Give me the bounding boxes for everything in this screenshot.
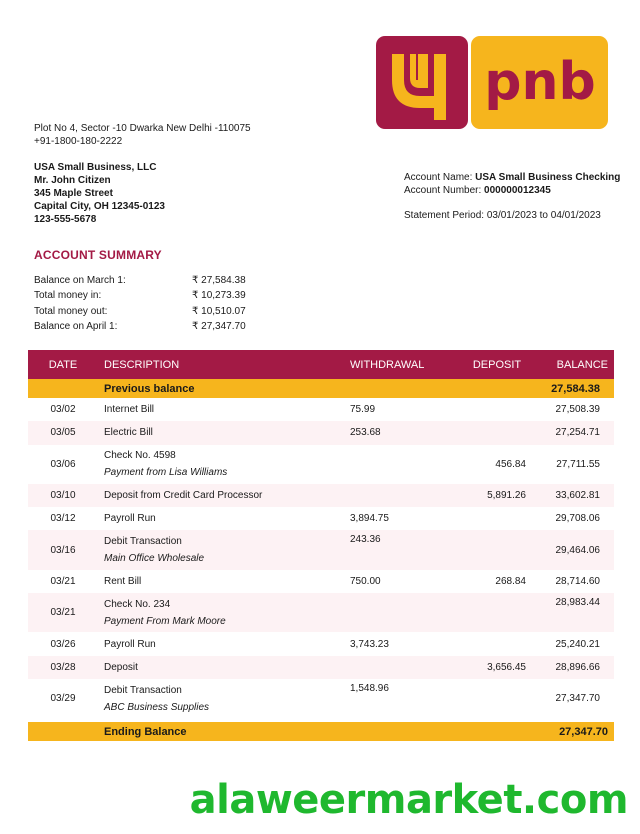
txn-description-cell bbox=[98, 445, 344, 484]
summary-label: Balance on April 1: bbox=[34, 321, 118, 333]
bank-address-block bbox=[34, 122, 251, 148]
previous-balance-label: Previous balance bbox=[98, 379, 344, 398]
customer-city: Capital City, OH 12345-0123 bbox=[34, 201, 165, 212]
header-date: DATE bbox=[28, 350, 98, 379]
watermark-text: alaweermarket.com bbox=[189, 777, 628, 823]
txn-date: 03/05 bbox=[28, 421, 98, 444]
summary-label: Balance on March 1: bbox=[34, 275, 126, 287]
table-header-row bbox=[28, 350, 614, 379]
summary-row bbox=[34, 304, 272, 319]
txn-description: Electric Bill bbox=[98, 421, 344, 444]
ending-balance-row bbox=[28, 722, 614, 741]
txn-deposit bbox=[444, 421, 530, 444]
txn-memo: Payment From Mark Moore bbox=[104, 615, 226, 627]
statement-period-value: 03/01/2023 to 04/01/2023 bbox=[486, 210, 601, 221]
header-withdrawal: WITHDRAWAL bbox=[344, 350, 444, 379]
txn-description: Payroll Run bbox=[104, 513, 156, 525]
txn-date: 03/21 bbox=[50, 575, 76, 587]
table-row bbox=[28, 445, 614, 484]
txn-memo: Main Office Wholesale bbox=[104, 553, 205, 565]
txn-balance: 25,240.21 bbox=[555, 638, 600, 650]
txn-date: 03/21 bbox=[28, 593, 98, 632]
txn-date: 03/06 bbox=[50, 458, 76, 470]
table-row bbox=[28, 570, 614, 593]
pnb-logo bbox=[376, 36, 608, 129]
txn-withdrawal bbox=[344, 484, 444, 507]
txn-deposit bbox=[444, 530, 530, 569]
summary-row bbox=[34, 288, 272, 303]
txn-date: 03/12 bbox=[50, 513, 76, 525]
bank-phone: +91-1800-180-2222 bbox=[34, 136, 123, 147]
account-name-value: USA Small Business Checking bbox=[475, 172, 621, 183]
table-row bbox=[28, 656, 614, 679]
txn-deposit bbox=[444, 632, 530, 655]
txn-withdrawal bbox=[344, 656, 444, 679]
txn-withdrawal bbox=[344, 445, 444, 484]
bank-address: Plot No 4, Sector -10 Dwarka New Delhi -110075 bbox=[34, 123, 251, 134]
txn-date: 03/26 bbox=[50, 638, 76, 650]
txn-description: Debit Transaction bbox=[104, 684, 182, 696]
txn-description: Rent Bill bbox=[104, 575, 142, 587]
customer-contact: Mr. John Citizen bbox=[34, 175, 111, 186]
txn-date: 03/16 bbox=[28, 530, 98, 569]
table-row bbox=[28, 507, 614, 530]
summary-value: ₹ 10,273.39 bbox=[192, 290, 246, 302]
txn-description-cell bbox=[98, 530, 344, 569]
ending-balance-value: 27,347.70 bbox=[530, 722, 614, 741]
transactions-table bbox=[28, 350, 614, 741]
svg-text:pnb: pnb bbox=[483, 52, 596, 112]
txn-description: Payroll Run bbox=[104, 638, 156, 650]
txn-date: 03/02 bbox=[50, 404, 76, 416]
table-row bbox=[28, 484, 614, 507]
txn-deposit bbox=[444, 398, 530, 421]
txn-date: 03/29 bbox=[50, 693, 76, 705]
txn-withdrawal: 3,743.23 bbox=[350, 638, 389, 650]
txn-balance: 29,464.06 bbox=[530, 530, 614, 569]
txn-description: Internet Bill bbox=[104, 404, 155, 416]
summary-row bbox=[34, 273, 272, 288]
statement-period bbox=[404, 210, 601, 221]
table-row bbox=[28, 593, 614, 632]
txn-description: Debit Transaction bbox=[104, 536, 182, 548]
txn-withdrawal bbox=[344, 593, 444, 632]
txn-balance: 27,254.71 bbox=[530, 421, 614, 444]
ending-balance-label: Ending Balance bbox=[98, 722, 344, 741]
previous-balance-row bbox=[28, 379, 614, 398]
txn-balance: 33,602.81 bbox=[530, 484, 614, 507]
txn-description: Deposit from Credit Card Processor bbox=[98, 484, 344, 507]
pnb-emblem-icon bbox=[376, 36, 468, 129]
txn-deposit bbox=[444, 679, 530, 718]
summary-value: ₹ 27,347.70 bbox=[192, 321, 246, 333]
summary-value: ₹ 27,584.38 bbox=[192, 275, 246, 287]
summary-label: Total money out: bbox=[34, 305, 108, 317]
txn-withdrawal: 750.00 bbox=[350, 575, 381, 587]
txn-description-cell bbox=[98, 679, 344, 718]
pnb-wordmark-text bbox=[480, 53, 600, 113]
txn-memo: Payment from Lisa Williams bbox=[104, 467, 228, 479]
txn-withdrawal: 243.36 bbox=[344, 530, 444, 569]
txn-description-cell bbox=[98, 593, 344, 632]
account-number-label: Account Number: bbox=[404, 185, 482, 196]
account-name-label: Account Name: bbox=[404, 172, 473, 183]
statement-period-label: Statement Period: bbox=[404, 210, 485, 221]
account-name-line bbox=[404, 171, 620, 184]
txn-balance: 28,983.44 bbox=[530, 593, 614, 632]
txn-withdrawal: 3,894.75 bbox=[350, 513, 389, 525]
txn-deposit: 3,656.45 bbox=[444, 656, 530, 679]
account-summary-title: ACCOUNT SUMMARY bbox=[34, 248, 162, 262]
table-row bbox=[28, 679, 614, 718]
txn-withdrawal: 75.99 bbox=[350, 404, 376, 416]
header-description: DESCRIPTION bbox=[98, 350, 344, 379]
table-row bbox=[28, 398, 614, 421]
txn-deposit: 268.84 bbox=[495, 575, 526, 587]
account-summary bbox=[34, 273, 272, 334]
account-info-block bbox=[404, 171, 620, 197]
txn-withdrawal: 1,548.96 bbox=[350, 682, 389, 694]
txn-balance: 28,896.66 bbox=[530, 656, 614, 679]
customer-street: 345 Maple Street bbox=[34, 188, 113, 199]
table-row bbox=[28, 421, 614, 444]
txn-balance: 27,508.39 bbox=[555, 404, 600, 416]
txn-memo: ABC Business Supplies bbox=[104, 701, 210, 713]
summary-label: Total money in: bbox=[34, 290, 102, 302]
txn-balance: 28,714.60 bbox=[555, 575, 600, 587]
previous-balance-value: 27,584.38 bbox=[530, 379, 614, 398]
txn-balance: 29,708.06 bbox=[555, 513, 600, 525]
txn-date: 03/28 bbox=[28, 656, 98, 679]
summary-row bbox=[34, 319, 272, 334]
account-number-value: 000000012345 bbox=[484, 185, 551, 196]
table-row bbox=[28, 632, 614, 655]
txn-deposit: 456.84 bbox=[495, 458, 526, 470]
txn-balance: 27,347.70 bbox=[555, 693, 600, 705]
header-deposit: DEPOSIT bbox=[444, 350, 530, 379]
txn-deposit: 5,891.26 bbox=[444, 484, 530, 507]
txn-deposit bbox=[444, 507, 530, 530]
txn-description: Deposit bbox=[98, 656, 344, 679]
header-balance: BALANCE bbox=[530, 350, 614, 379]
table-row bbox=[28, 530, 614, 569]
customer-phone: 123-555-5678 bbox=[34, 214, 97, 225]
customer-business: USA Small Business, LLC bbox=[34, 162, 157, 173]
txn-deposit bbox=[444, 593, 530, 632]
account-number-line bbox=[404, 184, 620, 197]
txn-description: Check No. 4598 bbox=[104, 450, 176, 462]
customer-address-block bbox=[34, 161, 165, 226]
summary-value: ₹ 10,510.07 bbox=[192, 305, 246, 317]
txn-description: Check No. 234 bbox=[104, 598, 171, 610]
pnb-wordmark bbox=[471, 36, 608, 129]
txn-date: 03/10 bbox=[28, 484, 98, 507]
txn-withdrawal: 253.68 bbox=[344, 421, 444, 444]
txn-balance: 27,711.55 bbox=[556, 458, 600, 470]
